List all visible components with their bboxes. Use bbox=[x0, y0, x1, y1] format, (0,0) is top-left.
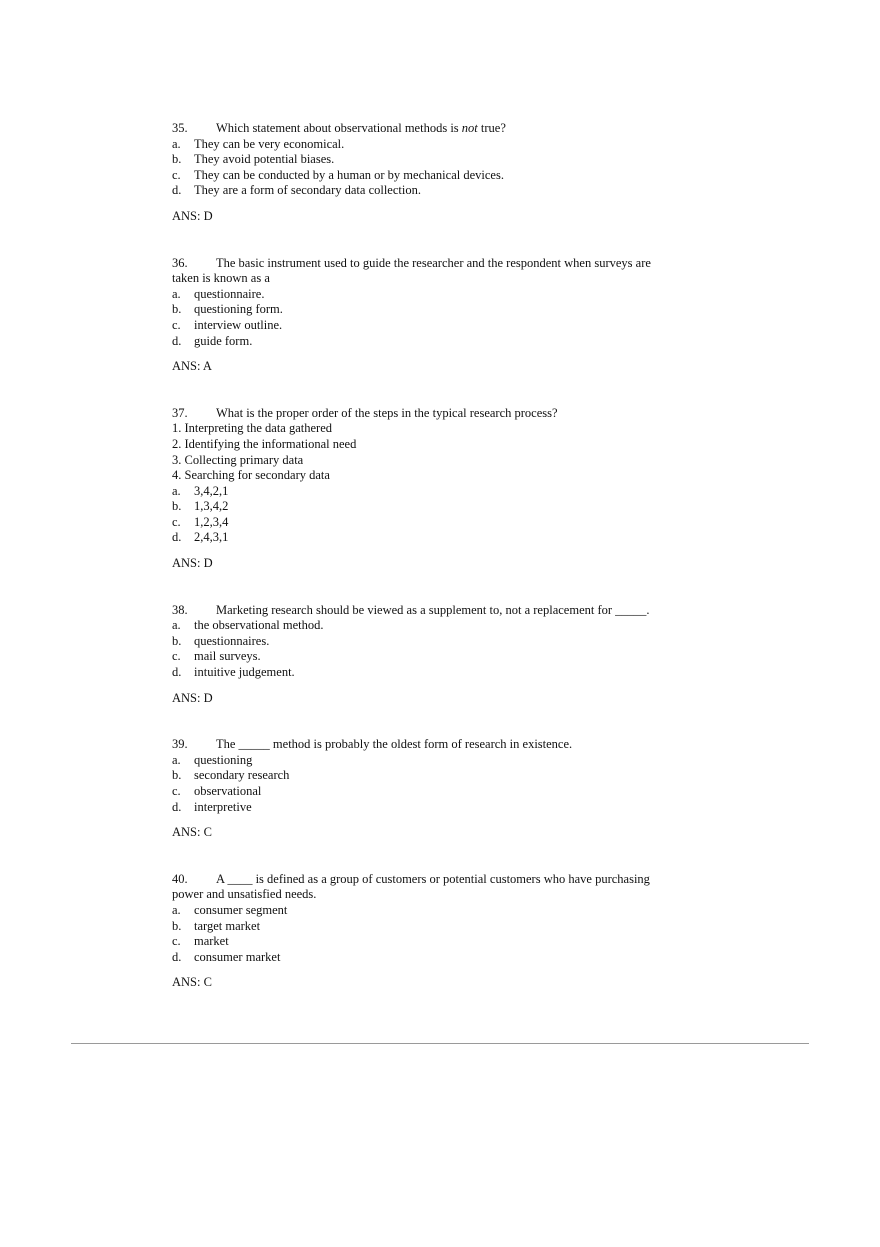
option-a bbox=[172, 137, 702, 153]
step-item: 4. Searching for secondary data bbox=[172, 468, 330, 483]
question-37 bbox=[172, 406, 702, 572]
stem-text-end: true? bbox=[477, 121, 506, 135]
answer-line: ANS: D bbox=[172, 556, 213, 571]
option-d bbox=[172, 665, 702, 681]
option-d bbox=[172, 530, 702, 546]
option-a bbox=[172, 753, 702, 769]
option-letter: b. bbox=[172, 918, 182, 933]
stem-text: What is the proper order of the steps in the typical research process? bbox=[216, 405, 558, 420]
option-b bbox=[172, 634, 702, 650]
option-text: market bbox=[194, 934, 229, 949]
option-d bbox=[172, 183, 702, 199]
option-letter: a. bbox=[172, 136, 181, 151]
option-text: secondary research bbox=[194, 768, 290, 783]
question-stem bbox=[172, 603, 702, 619]
option-letter: a. bbox=[172, 483, 181, 498]
option-letter: a. bbox=[172, 286, 181, 301]
option-letter: c. bbox=[172, 167, 181, 182]
question-stem bbox=[172, 872, 702, 888]
step-item: 1. Interpreting the data gathered bbox=[172, 421, 332, 436]
option-letter: c. bbox=[172, 317, 181, 332]
step-list bbox=[172, 421, 702, 483]
option-text: interview outline. bbox=[194, 317, 283, 332]
option-letter: d. bbox=[172, 530, 182, 545]
option-b bbox=[172, 499, 702, 515]
option-text: target market bbox=[194, 918, 261, 933]
question-number: 35. bbox=[172, 121, 188, 135]
question-number: 40. bbox=[172, 871, 188, 886]
answer-line: ANS: D bbox=[172, 690, 213, 705]
option-c bbox=[172, 318, 702, 334]
option-text: They are a form of secondary data collection. bbox=[194, 183, 421, 198]
stem-text: Marketing research should be viewed as a supplement to, not a replacement for _____. bbox=[216, 602, 650, 617]
option-text: questionnaire. bbox=[194, 286, 265, 301]
answer-line: ANS: A bbox=[172, 359, 212, 374]
stem-text: Which statement about observational methods is bbox=[216, 121, 462, 135]
option-letter: d. bbox=[172, 183, 182, 198]
option-letter: a. bbox=[172, 752, 181, 767]
option-d bbox=[172, 950, 702, 966]
question-stem-continued: power and unsatisfied needs. bbox=[172, 887, 317, 902]
option-letter: b. bbox=[172, 768, 182, 783]
option-text: consumer segment bbox=[194, 902, 288, 917]
option-text: 1,2,3,4 bbox=[194, 514, 229, 529]
question-36 bbox=[172, 256, 702, 375]
stem-text: A ____ is defined as a group of customers or potential customers who have purchasing bbox=[216, 871, 650, 886]
option-letter: b. bbox=[172, 152, 182, 167]
option-letter: d. bbox=[172, 949, 182, 964]
question-40 bbox=[172, 872, 702, 991]
option-c bbox=[172, 934, 702, 950]
option-text: They avoid potential biases. bbox=[194, 152, 335, 167]
option-text: 1,3,4,2 bbox=[194, 499, 229, 514]
option-text: questionnaires. bbox=[194, 633, 270, 648]
option-a bbox=[172, 618, 702, 634]
option-letter: d. bbox=[172, 799, 182, 814]
option-letter: a. bbox=[172, 618, 181, 633]
option-a bbox=[172, 903, 702, 919]
option-letter: c. bbox=[172, 649, 181, 664]
option-letter: b. bbox=[172, 633, 182, 648]
option-text: 3,4,2,1 bbox=[194, 483, 229, 498]
option-c bbox=[172, 168, 702, 184]
option-letter: d. bbox=[172, 333, 182, 348]
option-letter: c. bbox=[172, 784, 181, 798]
step-item: 3. Collecting primary data bbox=[172, 452, 304, 467]
question-stem bbox=[172, 121, 702, 137]
answer-line: ANS: C bbox=[172, 975, 212, 990]
stem-text: The basic instrument used to guide the researcher and the respondent when surveys are bbox=[216, 255, 651, 270]
option-c bbox=[172, 784, 702, 800]
option-b bbox=[172, 302, 702, 318]
question-number: 36. bbox=[172, 255, 188, 270]
question-stem-continued: taken is known as a bbox=[172, 271, 270, 286]
option-text: questioning form. bbox=[194, 302, 283, 317]
option-d bbox=[172, 800, 702, 816]
answer-line: ANS: C bbox=[172, 825, 212, 840]
option-text: questioning bbox=[194, 752, 253, 767]
option-c bbox=[172, 515, 702, 531]
option-text: consumer market bbox=[194, 949, 281, 964]
option-letter: a. bbox=[172, 902, 181, 917]
option-text: observational bbox=[194, 784, 262, 798]
question-38 bbox=[172, 603, 702, 707]
option-letter: c. bbox=[172, 934, 181, 949]
option-letter: c. bbox=[172, 514, 181, 529]
question-number: 37. bbox=[172, 405, 188, 420]
page-divider bbox=[71, 1043, 809, 1044]
option-text: mail surveys. bbox=[194, 649, 261, 664]
option-a bbox=[172, 287, 702, 303]
option-b bbox=[172, 768, 702, 784]
option-text: They can be conducted by a human or by mechanical devices. bbox=[194, 167, 504, 182]
option-b bbox=[172, 919, 702, 935]
option-a bbox=[172, 484, 702, 500]
stem-text: The _____ method is probably the oldest form of research in existence. bbox=[216, 737, 573, 752]
option-letter: d. bbox=[172, 665, 182, 680]
option-text: intuitive judgement. bbox=[194, 665, 295, 680]
question-number: 39. bbox=[172, 737, 188, 752]
option-text: guide form. bbox=[194, 333, 253, 348]
question-stem bbox=[172, 256, 702, 272]
question-stem bbox=[172, 737, 702, 753]
question-39 bbox=[172, 737, 702, 841]
option-letter: b. bbox=[172, 499, 182, 514]
option-text: They can be very economical. bbox=[194, 136, 345, 151]
stem-emphasis: not bbox=[461, 121, 478, 135]
option-b bbox=[172, 152, 702, 168]
option-c bbox=[172, 649, 702, 665]
option-text: interpretive bbox=[194, 799, 252, 814]
question-number: 38. bbox=[172, 602, 188, 617]
option-text: 2,4,3,1 bbox=[194, 530, 229, 545]
question-35 bbox=[172, 121, 702, 225]
answer-line: ANS: D bbox=[172, 208, 213, 223]
question-stem bbox=[172, 406, 702, 422]
option-d bbox=[172, 334, 702, 350]
option-letter: b. bbox=[172, 302, 182, 317]
option-text: the observational method. bbox=[194, 618, 324, 633]
step-item: 2. Identifying the informational need bbox=[172, 436, 357, 451]
question-sheet bbox=[172, 121, 702, 991]
